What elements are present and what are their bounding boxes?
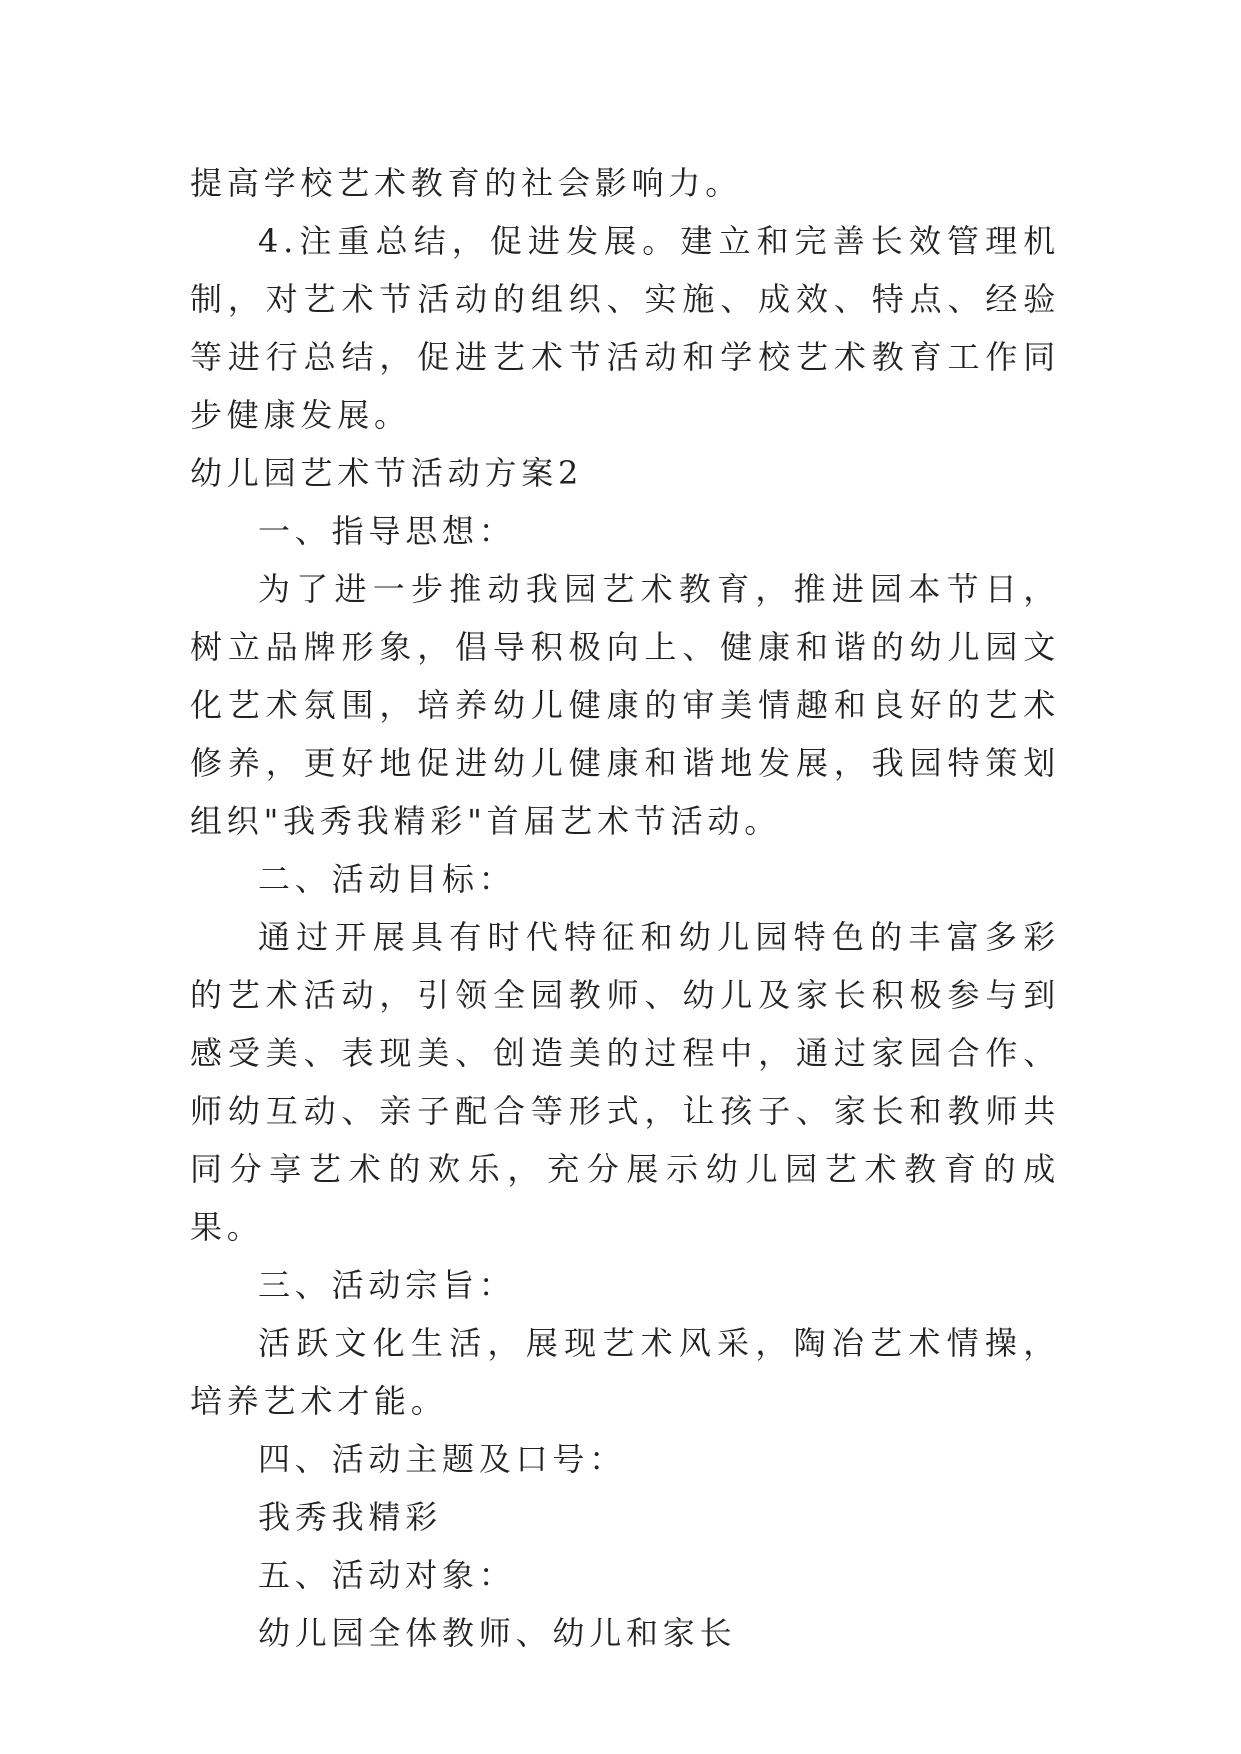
heading-activity-purpose: 三、活动宗旨： <box>258 1266 516 1304</box>
paragraph-summary-point-4: 4.注重总结，促进发展。建立和完善长效管理机制，对艺术节活动的组织、实施、成效、特点、经验等进行总结，促进艺术节活动和学校艺术教育工作同步健康发展。 <box>190 222 1060 434</box>
paragraph-theme-slogan: 我秀我精彩 <box>258 1498 443 1536</box>
heading-activity-goals: 二、活动目标： <box>258 860 516 898</box>
paragraph-activity-goals: 通过开展具有时代特征和幼儿园特色的丰富多彩的艺术活动，引领全园教师、幼儿及家长积极参与到感受美、表现美、创造美的过程中，通过家园合作、师幼互动、亲子配合等形式，让孩子、家长和教师共同分享艺术的欢乐，充分展示幼儿园艺术教育的成果。 <box>190 918 1060 1246</box>
paragraph-activity-audience: 幼儿园全体教师、幼儿和家长 <box>258 1614 737 1652</box>
paragraph-intro-end: 提高学校艺术教育的社会影响力。 <box>190 164 743 202</box>
paragraph-guiding-thought: 为了进一步推动我园艺术教育，推进园本节日，树立品牌形象，倡导积极向上、健康和谐的幼儿园文化艺术氛围，培养幼儿健康的审美情趣和良好的艺术修养，更好地促进幼儿健康和谐地发展，我园特策划组织"我秀我精彩"首届艺术节活动。 <box>190 570 1060 840</box>
paragraph-activity-purpose: 活跃文化生活，展现艺术风采，陶冶艺术情操，培养艺术才能。 <box>190 1324 1060 1420</box>
heading-activity-audience: 五、活动对象： <box>258 1556 516 1594</box>
heading-guiding-thought: 一、指导思想： <box>258 512 516 550</box>
document-page <box>190 154 1060 1662</box>
heading-theme-slogan: 四、活动主题及口号： <box>258 1440 627 1478</box>
section-title-plan-2: 幼儿园艺术节活动方案2 <box>190 454 584 492</box>
